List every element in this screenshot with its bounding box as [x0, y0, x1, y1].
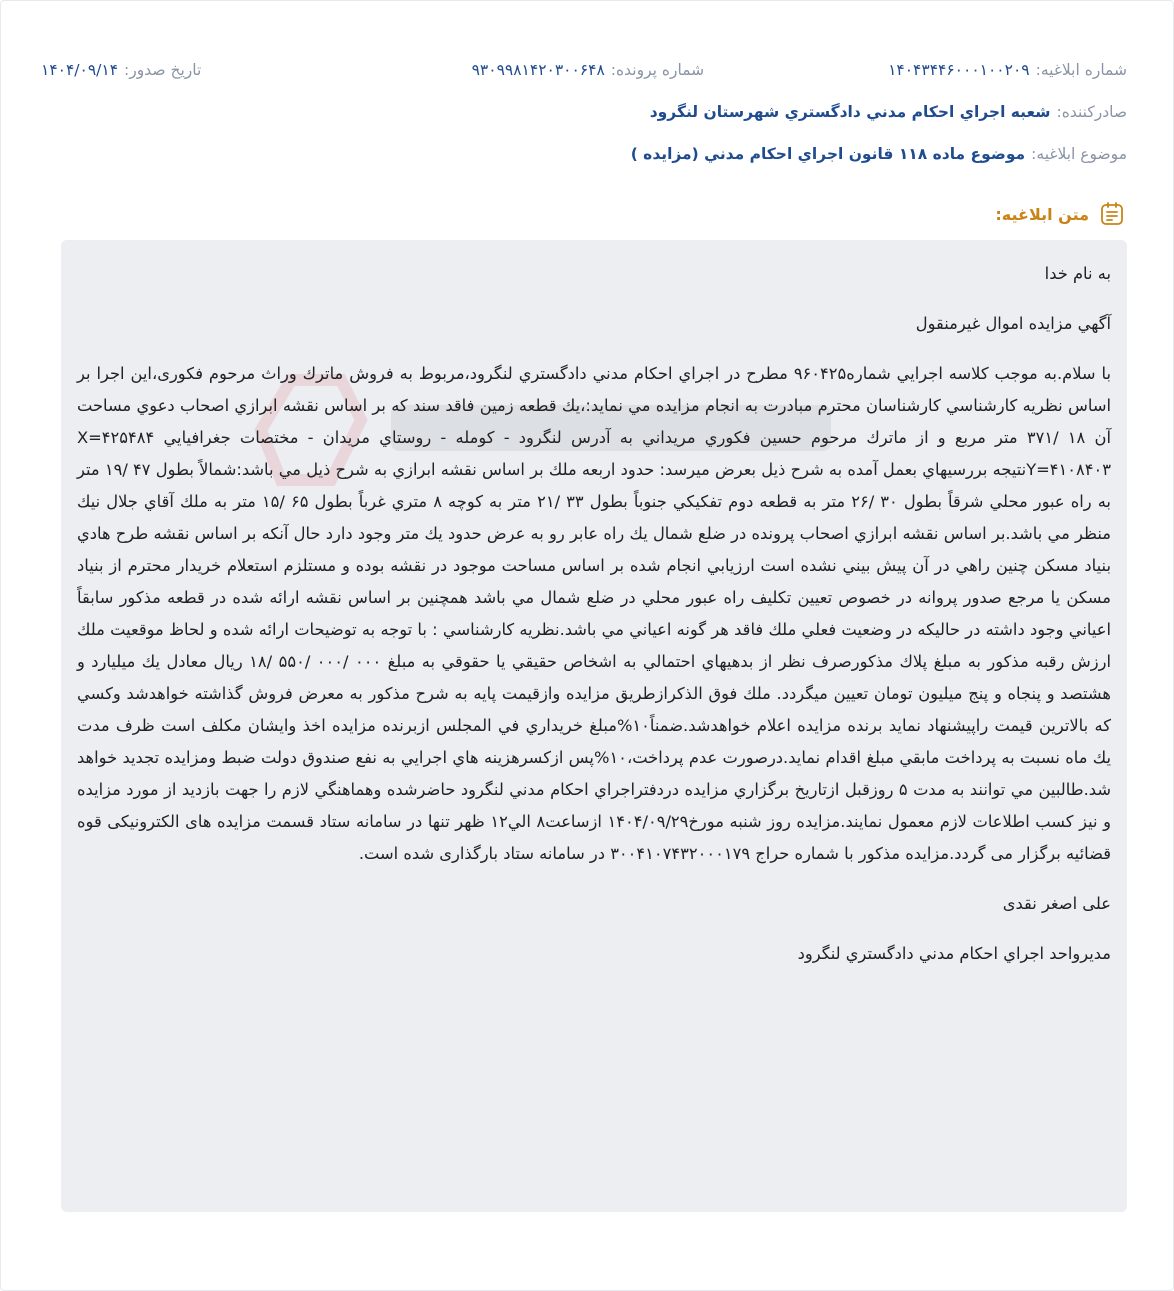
header-row: [41, 55, 1127, 85]
issuer-label: صادرکننده:: [1056, 103, 1127, 121]
notice-heading: آگهي مزايده اموال غيرمنقول: [915, 314, 1111, 333]
case-number-label: شماره پرونده:: [610, 61, 705, 79]
signer-name: علی اصغر نقدی: [1002, 894, 1111, 913]
document-list-icon: [1099, 201, 1125, 227]
notice-number-label: شماره ابلاغیه:: [1035, 61, 1127, 79]
issue-date-value: ۱۴۰۴/۰۹/۱۴: [41, 61, 119, 79]
notice-text-panel: [61, 240, 1127, 1212]
signer-title: مديرواحد اجراي احكام مدني دادگستري لنگرود: [797, 944, 1111, 963]
subject-value: موضوع ماده ۱۱۸ قانون اجراي احكام مدني (مزايده ): [630, 145, 1026, 163]
section-title: متن ابلاغیه:: [995, 204, 1089, 224]
subject-row: [41, 139, 1127, 169]
issue-date-label: تاریخ صدور:: [124, 61, 202, 79]
subject-label: موضوع ابلاغیه:: [1031, 145, 1127, 163]
notice-number-value: ۱۴۰۴۳۴۴۶۰۰۰۱۰۰۲۰۹: [888, 61, 1030, 79]
case-number-value: ۹۳۰۹۹۸۱۴۲۰۳۰۰۶۴۸: [471, 61, 605, 79]
greeting-line: به نام خدا: [1044, 264, 1111, 283]
issuer-row: [41, 97, 1127, 127]
notice-number: [787, 61, 1127, 79]
issue-date: [41, 61, 201, 79]
section-heading: [995, 199, 1125, 229]
notice-body: [77, 258, 1111, 988]
notice-paragraph: با سلام.به موجب كلاسه اجرايي شماره۹۶۰۴۲۵ مطرح در اجراي احكام مدني دادگستري لنگرود،مربوط به فروش ماترك وراث مرحوم فكوری،اين اجرا بر اساس نظريه كارشناسي كارشناسان محترم مبادرت به انجام مزايده مي نمايد:،يك قطعه زمين فاقد سند كه بر اساس نقشه ابرازي اصحاب دعوي مساحت آن ۱۸ /۳۷۱ متر مربع و از ماترك مرحوم حسين فكوري مريداني به آدرس لنگرود - كومله - روستاي مريدان - مختصات جغرافيايي X=۴۲۵۴۸۴ Y=۴۱۰۸۴۰۳نتيجه بررسيهاي بعمل آمده به شرح ذيل بعرض ميرسد: حدود اربعه ملك بر اساس نقشه ابرازي به شرح ذيل مي باشد:شمالاً بطول ۴۷ /۱۹ متر به راه عبور محلي شرقاً بطول ۳۰ /۲۶ متر به قطعه دوم تفكيكي جنوباً بطول ۳۳ /۲۱ متر به كوچه ۸ متري غرباً بطول ۶۵ /۱۵ متر به ملك آقاي جلال نيك منظر مي باشد.بر اساس نقشه ابرازي اصحاب پرونده در ضلع شمال يك راه عابر رو به عرض حدود يك متر وجود دارد حال آنكه بر اساس نقشه طرح هادي بنياد مسكن چنين راهي در آن پيش بيني نشده است ارزيابي انجام شده بر اساس مساحت موجود در نقشه بوده و مستلزم استعلام خريدار محترم از بنياد مسكن يا مرجع صدور پروانه در خصوص تعيين تكليف راه عبور محلي در ضلع شمال مي باشد همچنين بر اساس نقشه ارائه شده در قطعه مذكور سابقاً اعياني وجود داشته در حاليكه در وضعيت فعلي ملك فاقد هر گونه اعياني مي باشد.نظريه كارشناسي : با توجه به توضيحات ارائه شده و لحاظ موقعيت ملك ارزش رقبه مذكور به مبلغ پلاك مذكورصرف نظر از بدهيهاي احتمالي به اشخاص حقيقي يا حقوقي به مبلغ ۰۰۰ /۰۰۰ /۵۵۰ /۱۸ ريال معادل يك ميليارد و هشتصد و پنجاه و پنج ميليون تومان تعيين ميگردد. ملك فوق الذكرازطريق مزايده وازقيمت پايه به شرح مذكور به معرض فروش گذاشته خواهدشد وكسي كه بالاترين قيمت راپيشنهاد نمايد برنده مزايده اعلام خواهدشد.ضمناً۱۰%مبلغ خريداري في المجلس ازبرنده مزايده اخذ وايشان مكلف است ظرف مدت يك ماه نسبت به پرداخت مابقي مبلغ اقدام نمايد.درصورت عدم پرداخت،۱۰%پس ازكسرهزينه هاي اجرايي به نفع صندوق دولت ضبط ومزايده تجديد خواهد شد.طالبين مي توانند به مدت ۵ روزقبل ازتاريخ برگزاري مزايده دردفتراجراي احكام مدني لنگرود حاضرشده وهماهنگي لازم را جهت بازديد از مورد مزايده و نيز كسب اطلاعات لازم معمول نمايند.مزايده روز شنبه مورخ۱۴۰۴/۰۹/۲۹ ازساعت۸ الي۱۲ ظهر تنها در سامانه ستاد قسمت مزایده های الکترونیکی قوه قضائیه برگزار می گردد.مزایده مذکور با شماره حراج ۳۰۰۴۱۰۷۴۳۲۰۰۰۱۷۹ در سامانه ستاد بارگذاری شده است.: [77, 364, 1112, 863]
case-number: [284, 61, 704, 79]
issuer-value: شعبه اجراي احكام مدني دادگستري شهرستان لنگرود: [649, 103, 1051, 121]
